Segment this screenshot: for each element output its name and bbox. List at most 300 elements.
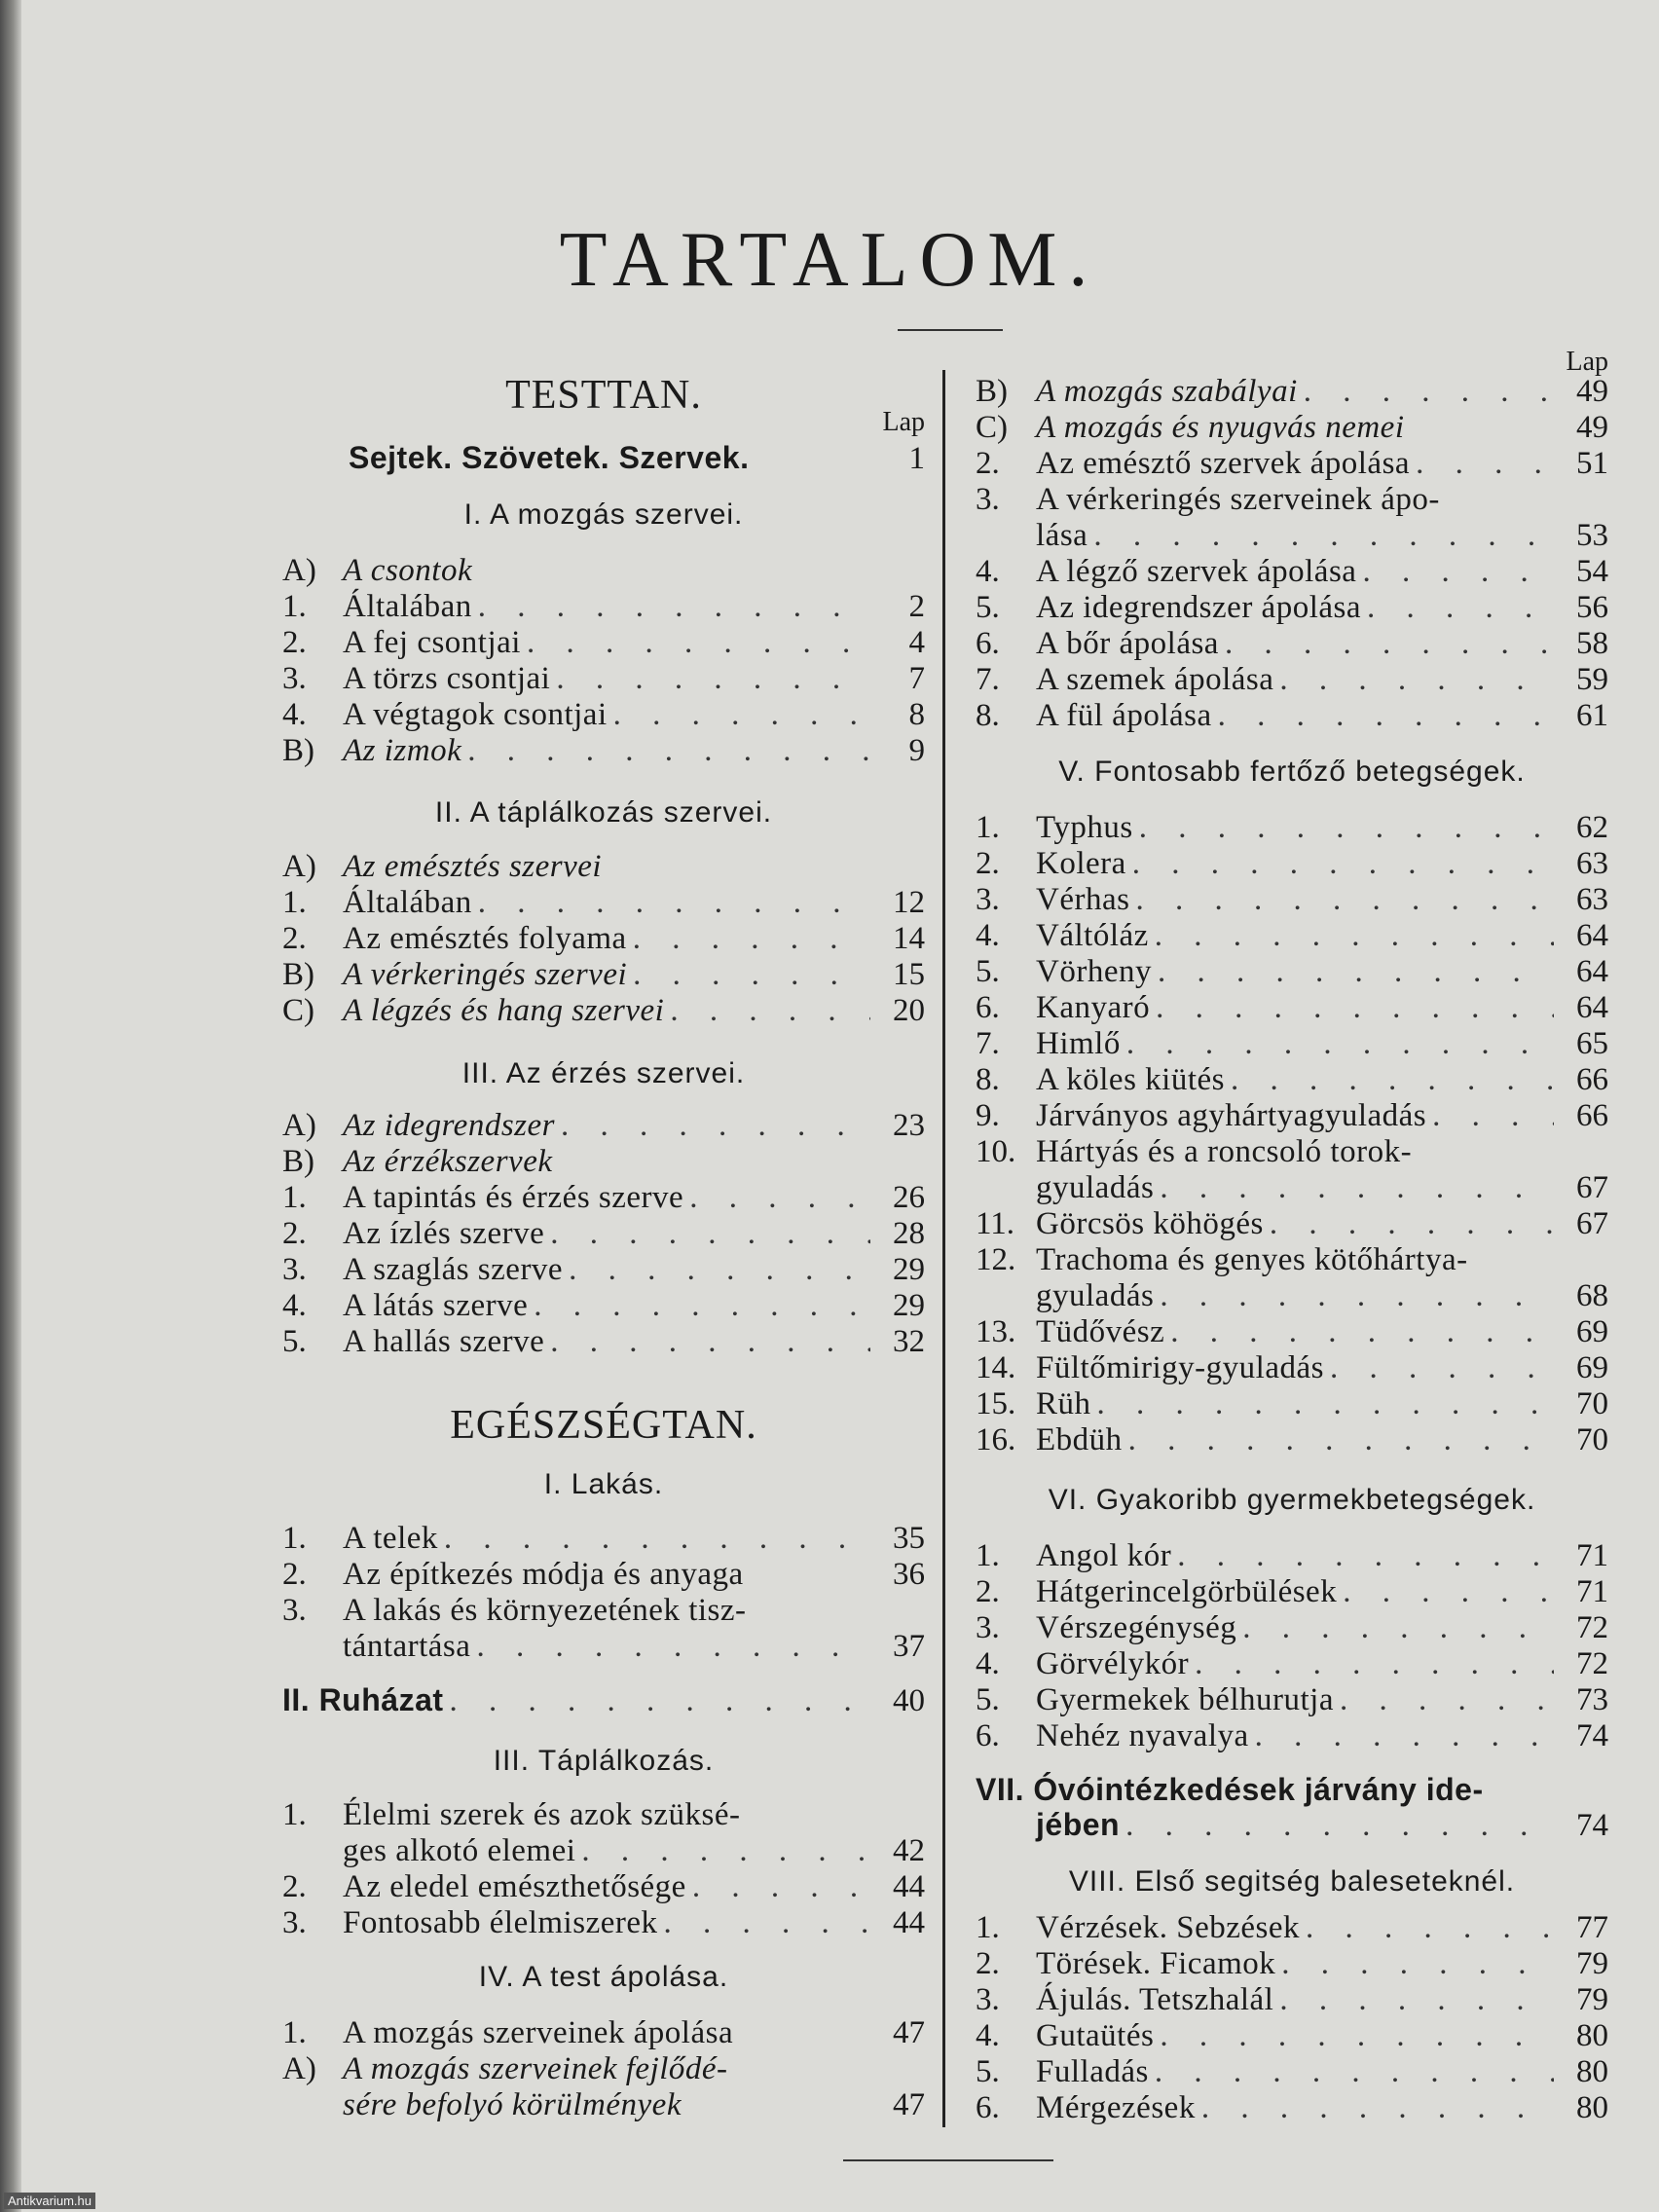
leader-dots bbox=[1195, 1646, 1554, 1681]
toc-entry-page: 79 bbox=[1576, 1982, 1608, 2017]
toc-entry-page: 63 bbox=[1576, 846, 1608, 881]
toc-entry-title: tántartása bbox=[343, 1629, 471, 1664]
toc-entry-page: 59 bbox=[1576, 662, 1608, 697]
toc-entry-page: 29 bbox=[893, 1252, 925, 1287]
toc-entry-title: A bőr ápolása bbox=[1036, 626, 1219, 661]
toc-entry-page: 8 bbox=[908, 697, 925, 732]
section-heading-taplalkozas-szervei: II. A táplálkozás szervei. bbox=[434, 796, 773, 829]
toc-entry-title: gyuladás bbox=[1036, 1278, 1155, 1313]
toc-entry-number: C) bbox=[282, 993, 314, 1028]
toc-entry bbox=[976, 2054, 1608, 2089]
toc-entry-title: Nehéz nyavalya bbox=[1036, 1718, 1249, 1753]
leader-dots bbox=[581, 1833, 870, 1868]
toc-entry-title: A látás szerve bbox=[343, 1288, 529, 1323]
section-heading-test-apolasa: IV. A test ápolása. bbox=[478, 1961, 729, 1993]
toc-entry-page: 67 bbox=[1576, 1170, 1608, 1205]
toc-entry-number: 2. bbox=[976, 1574, 1000, 1609]
toc-entry bbox=[282, 1593, 925, 1628]
toc-entry-page: 42 bbox=[893, 1833, 925, 1868]
leader-dots bbox=[1306, 1910, 1554, 1945]
toc-entry-page: 80 bbox=[1576, 2018, 1608, 2053]
toc-entry-number: 2. bbox=[976, 846, 1000, 881]
toc-entry-page: 47 bbox=[893, 2087, 925, 2122]
toc-entry-number: B) bbox=[282, 957, 314, 992]
toc-entry bbox=[282, 1905, 925, 1940]
leader-dots bbox=[561, 1108, 870, 1143]
book-spine-shadow bbox=[0, 0, 21, 2212]
toc-entry-number: 1. bbox=[282, 1180, 307, 1215]
toc-entry-title: lása bbox=[1036, 518, 1088, 553]
toc-entry bbox=[976, 810, 1608, 845]
toc-entry-ovointezkedesek-line1: VII. Óvóintézkedések járvány ide- bbox=[976, 1772, 1484, 1807]
section-heading-taplalkozas: III. Táplálkozás. bbox=[493, 1745, 715, 1777]
toc-entry-number: 5. bbox=[976, 2054, 1000, 2089]
toc-entry bbox=[976, 554, 1608, 589]
toc-entry-title: A vérkeringés szerveinek ápo- bbox=[1036, 482, 1440, 517]
toc-entry bbox=[282, 1180, 925, 1215]
toc-entry bbox=[976, 1610, 1608, 1645]
toc-entry-title: A törzs csontjai bbox=[343, 661, 551, 696]
toc-entry-title: Ebdüh bbox=[1036, 1422, 1123, 1457]
toc-entry-title: Az érzékszervek bbox=[343, 1144, 553, 1179]
toc-entry-page: 29 bbox=[893, 1288, 925, 1323]
leader-dots bbox=[1132, 846, 1554, 881]
toc-entry-number: 7. bbox=[976, 1026, 1000, 1061]
toc-entry-title: A légzés és hang szervei bbox=[343, 993, 665, 1028]
toc-entry-number: 2. bbox=[282, 1557, 307, 1592]
toc-entry-title: A mozgás és nyugvás nemei bbox=[1036, 410, 1405, 445]
leader-dots bbox=[569, 1252, 870, 1287]
page-title: TARTALOM. bbox=[559, 217, 1100, 303]
leader-dots bbox=[1135, 882, 1554, 917]
toc-entry-title: Rüh bbox=[1036, 1386, 1091, 1421]
leader-dots bbox=[1279, 662, 1554, 697]
toc-entry-title: Az emésztés szervei bbox=[343, 849, 603, 884]
toc-entry-title: A telek bbox=[343, 1521, 438, 1556]
toc-entry bbox=[976, 918, 1608, 953]
toc-entry-page: 63 bbox=[1576, 882, 1608, 917]
toc-entry-page: 49 bbox=[1576, 374, 1608, 409]
toc-entry bbox=[976, 990, 1608, 1025]
leader-dots bbox=[664, 1905, 870, 1940]
toc-entry-page: 68 bbox=[1576, 1278, 1608, 1313]
toc-entry-title: Görcsös köhögés bbox=[1036, 1206, 1264, 1241]
toc-entry-page: 47 bbox=[893, 2015, 925, 2050]
toc-entry-title: Élelmi szerek és azok szüksé- bbox=[343, 1797, 741, 1832]
toc-entry bbox=[282, 849, 925, 884]
leader-dots bbox=[692, 1869, 870, 1904]
toc-entry-title: Gutaütés bbox=[1036, 2018, 1155, 2053]
toc-entry-page: 67 bbox=[1576, 1206, 1608, 1241]
toc-entry bbox=[976, 698, 1608, 733]
toc-entry-page: 26 bbox=[893, 1180, 925, 1215]
toc-entry-page: 66 bbox=[1576, 1098, 1608, 1133]
lap-label-right: Lap bbox=[1566, 347, 1608, 377]
toc-entry-title: Az idegrendszer ápolása bbox=[1036, 590, 1362, 625]
leader-dots bbox=[1231, 1062, 1554, 1097]
toc-entry-page: 23 bbox=[893, 1108, 925, 1143]
toc-entry-title: Vörheny bbox=[1036, 954, 1152, 989]
toc-entry-number: 9. bbox=[976, 1098, 1000, 1133]
toc-entry-number: 8. bbox=[976, 698, 1000, 733]
toc-entry bbox=[282, 1869, 925, 1904]
toc-entry-number: 3. bbox=[282, 1593, 307, 1628]
toc-entry bbox=[976, 482, 1608, 517]
toc-entry-title: Az emésztő szervek ápolása bbox=[1036, 446, 1411, 481]
toc-entry bbox=[282, 2015, 925, 2050]
toc-entry-title: Himlő bbox=[1036, 1026, 1121, 1061]
toc-entry-page: 53 bbox=[1576, 518, 1608, 553]
toc-entry-page: 77 bbox=[1576, 1910, 1608, 1945]
toc-entry bbox=[282, 2087, 925, 2122]
toc-entry-page: 37 bbox=[893, 1629, 925, 1664]
toc-entry-title: A lakás és környezetének tisz- bbox=[343, 1593, 747, 1628]
toc-entry bbox=[282, 553, 925, 588]
toc-entry-number: 3. bbox=[282, 1905, 307, 1940]
toc-entry bbox=[282, 921, 925, 956]
toc-entry bbox=[976, 1538, 1608, 1573]
toc-entry-number: 1. bbox=[976, 1910, 1000, 1945]
toc-left-column bbox=[282, 0, 925, 2212]
toc-entry-title: Kolera bbox=[1036, 846, 1126, 881]
toc-entry-number: 1. bbox=[976, 810, 1000, 845]
leader-dots bbox=[1156, 990, 1554, 1025]
toc-entry-number: 3. bbox=[976, 482, 1000, 517]
leader-dots bbox=[1155, 2054, 1554, 2089]
toc-entry-title: A végtagok csontjai bbox=[343, 697, 608, 732]
toc-entry-page: 69 bbox=[1576, 1350, 1608, 1385]
toc-entry-title: A tapintás és érzés szerve bbox=[343, 1180, 684, 1215]
toc-right-column bbox=[976, 0, 1608, 2212]
toc-entry-page: 73 bbox=[1576, 1682, 1608, 1717]
leader-dots bbox=[670, 993, 870, 1028]
leader-dots bbox=[478, 589, 870, 624]
toc-entry-number: 3. bbox=[976, 1610, 1000, 1645]
section-heading-mozgas: I. A mozgás szervei. bbox=[463, 498, 744, 531]
toc-entry bbox=[976, 2090, 1608, 2125]
toc-entry-number: 14. bbox=[976, 1350, 1016, 1385]
toc-entry bbox=[976, 518, 1608, 553]
toc-entry bbox=[282, 733, 925, 768]
toc-entry-title: Fültőmirigy-gyuladás bbox=[1036, 1350, 1324, 1385]
toc-entry-number: B) bbox=[282, 1144, 314, 1179]
leader-dots bbox=[1139, 810, 1554, 845]
leader-dots bbox=[1093, 518, 1554, 553]
toc-entry-title: gyuladás bbox=[1036, 1170, 1155, 1205]
toc-entry-number: 1. bbox=[282, 1521, 307, 1556]
toc-entry-number: 2. bbox=[976, 1946, 1000, 1981]
toc-entry-number: 6. bbox=[976, 626, 1000, 661]
toc-entry-title: Törések. Ficamok bbox=[1036, 1946, 1276, 1981]
toc-entry-number: 12. bbox=[976, 1242, 1016, 1277]
leader-dots bbox=[1367, 590, 1554, 625]
toc-entry bbox=[976, 446, 1608, 481]
toc-entry-page: 65 bbox=[1576, 1026, 1608, 1061]
toc-entry-page: 64 bbox=[1576, 990, 1608, 1025]
toc-entry-title: Fontosabb élelmiszerek bbox=[343, 1905, 658, 1940]
toc-entry bbox=[976, 1062, 1608, 1097]
toc-entry-page: 56 bbox=[1576, 590, 1608, 625]
toc-entry-number: A) bbox=[282, 553, 316, 588]
toc-entry-number: 1. bbox=[282, 589, 307, 624]
toc-entry-number: 4. bbox=[282, 697, 307, 732]
toc-entry-number: C) bbox=[976, 410, 1008, 445]
toc-entry-number: 2. bbox=[282, 921, 307, 956]
toc-entry-title: A köles kiütés bbox=[1036, 1062, 1225, 1097]
toc-entry-title: Tüdővész bbox=[1036, 1314, 1165, 1349]
toc-entry-title: A csontok bbox=[343, 553, 473, 588]
toc-entry bbox=[976, 1278, 1608, 1313]
toc-entry-title: A légző szervek ápolása bbox=[1036, 554, 1357, 589]
section-heading-erzes: III. Az érzés szervei. bbox=[461, 1057, 746, 1089]
toc-entry-title: A hallás szerve bbox=[343, 1324, 545, 1359]
toc-entry bbox=[976, 590, 1608, 625]
leader-dots bbox=[1128, 1422, 1554, 1457]
toc-entry-number: 4. bbox=[976, 918, 1000, 953]
leader-dots bbox=[1160, 2018, 1554, 2053]
toc-entry-number: 11. bbox=[976, 1206, 1015, 1241]
section-heading-lakas: I. Lakás. bbox=[543, 1468, 664, 1500]
toc-entry-title: Az ízlés szerve bbox=[343, 1216, 545, 1251]
toc-entry bbox=[282, 1216, 925, 1251]
toc-entry-title: A vérkeringés szervei bbox=[343, 957, 628, 992]
toc-entry bbox=[976, 1574, 1608, 1609]
toc-entry-number: 2. bbox=[282, 1216, 307, 1251]
toc-entry-title: Az eledel emészthetősége bbox=[343, 1869, 686, 1904]
toc-entry-page: 70 bbox=[1576, 1386, 1608, 1421]
toc-entry bbox=[976, 1098, 1608, 1133]
toc-entry-title: Ájulás. Tetszhalál bbox=[1036, 1982, 1274, 2017]
column-divider bbox=[942, 370, 945, 2127]
toc-entry-number: 3. bbox=[976, 1982, 1000, 2017]
toc-entry-number: 5. bbox=[976, 1682, 1000, 1717]
toc-entry bbox=[282, 1833, 925, 1868]
lap-label-left: Lap bbox=[882, 407, 925, 437]
toc-entry-number: 4. bbox=[976, 554, 1000, 589]
toc-entry-number: 1. bbox=[282, 2015, 307, 2050]
leader-dots bbox=[1218, 698, 1554, 733]
leader-dots bbox=[478, 885, 870, 920]
toc-entry-page: 7 bbox=[908, 661, 925, 696]
toc-entry bbox=[976, 882, 1608, 917]
toc-entry-title: sére befolyó körülmények bbox=[343, 2087, 682, 2122]
leader-dots bbox=[1432, 1098, 1554, 1133]
toc-entry-title: A fül ápolása bbox=[1036, 698, 1212, 733]
toc-entry bbox=[282, 1557, 925, 1592]
section-heading-gyermekbetegsegek: VI. Gyakoribb gyermekbetegségek. bbox=[1048, 1484, 1536, 1516]
toc-entry-number: 5. bbox=[282, 1324, 307, 1359]
watermark: Antikvarium.hu bbox=[4, 2193, 95, 2209]
leader-dots bbox=[1255, 1718, 1554, 1753]
toc-entry-title: A mozgás szerveinek ápolása bbox=[343, 2015, 734, 2050]
toc-entry-number: 1. bbox=[282, 1797, 307, 1832]
toc-entry-title: Hátgerincelgörbülések bbox=[1036, 1574, 1338, 1609]
toc-entry-number: A) bbox=[282, 1108, 316, 1143]
toc-entry bbox=[976, 1422, 1608, 1457]
leader-dots bbox=[556, 661, 870, 696]
toc-entry-title: Az idegrendszer bbox=[343, 1108, 556, 1143]
toc-entry-title: Hártyás és a roncsoló torok- bbox=[1036, 1134, 1413, 1169]
toc-entry-number: 13. bbox=[976, 1314, 1016, 1349]
toc-entry-page: 69 bbox=[1576, 1314, 1608, 1349]
toc-entry-page: 54 bbox=[1576, 554, 1608, 589]
toc-entry bbox=[976, 662, 1608, 697]
toc-entry-page: 64 bbox=[1576, 918, 1608, 953]
part-heading-egeszsegtan: EGÉSZSÉGTAN. bbox=[450, 1403, 757, 1448]
toc-entry bbox=[976, 1946, 1608, 1981]
toc-entry bbox=[282, 1521, 925, 1556]
toc-entry-page: 36 bbox=[893, 1557, 925, 1592]
toc-entry-ovointezkedesek-line2: jében . . . 74 bbox=[1036, 1807, 1608, 1842]
leader-dots bbox=[1170, 1314, 1554, 1349]
leader-dots bbox=[1242, 1610, 1554, 1645]
leader-dots bbox=[1225, 626, 1554, 661]
toc-entry-title: Vérzések. Sebzések bbox=[1036, 1910, 1301, 1945]
toc-entry-number: 4. bbox=[282, 1288, 307, 1323]
leader-dots bbox=[534, 1288, 870, 1323]
toc-entry-page: 15 bbox=[893, 957, 925, 992]
toc-entry bbox=[976, 2018, 1608, 2053]
toc-entry-page: 71 bbox=[1576, 1538, 1608, 1573]
toc-entry-title: Az izmok bbox=[343, 733, 462, 768]
leader-dots bbox=[1097, 1386, 1554, 1421]
leader-dots bbox=[1155, 918, 1554, 953]
leader-dots bbox=[444, 1521, 870, 1556]
toc-entry bbox=[976, 1646, 1608, 1681]
toc-entry-title: A szaglás szerve bbox=[343, 1252, 564, 1287]
toc-entry-number: B) bbox=[282, 733, 314, 768]
toc-entry-title: A fej csontjai bbox=[343, 625, 521, 660]
toc-entry-title: Angol kór bbox=[1036, 1538, 1172, 1573]
leader-dots bbox=[1270, 1206, 1554, 1241]
toc-entry bbox=[282, 957, 925, 992]
toc-entry-number: 3. bbox=[282, 1252, 307, 1287]
toc-entry-number: A) bbox=[282, 2051, 316, 2086]
toc-entry-title: A mozgás szabályai bbox=[1036, 374, 1298, 409]
toc-entry-ruhazat: II. Ruházat . . . 40 bbox=[282, 1682, 925, 1717]
toc-entry-title: Typhus bbox=[1036, 810, 1133, 845]
leader-dots bbox=[1126, 1026, 1554, 1061]
toc-entry-number: 1. bbox=[976, 1538, 1000, 1573]
toc-entry-page: 72 bbox=[1576, 1646, 1608, 1681]
toc-entry bbox=[976, 1982, 1608, 2017]
toc-entry-page: 72 bbox=[1576, 1610, 1608, 1645]
toc-entry-title: Trachoma és genyes kötőhártya- bbox=[1036, 1242, 1468, 1277]
toc-entry-title: Váltóláz bbox=[1036, 918, 1149, 953]
toc-entry bbox=[976, 410, 1608, 445]
leader-dots bbox=[1160, 1170, 1554, 1205]
toc-entry-title: A szemek ápolása bbox=[1036, 662, 1274, 697]
leader-dots bbox=[1304, 374, 1554, 409]
toc-entry bbox=[282, 1797, 925, 1832]
toc-entry-title: Görvélykór bbox=[1036, 1646, 1190, 1681]
toc-entry-page: 2 bbox=[908, 589, 925, 624]
toc-entry-title: Vérhas bbox=[1036, 882, 1130, 917]
leader-dots bbox=[1281, 1946, 1554, 1981]
toc-entry bbox=[282, 661, 925, 696]
toc-entry-page: 64 bbox=[1576, 954, 1608, 989]
leader-dots bbox=[1362, 554, 1554, 589]
toc-entry-page: 71 bbox=[1576, 1574, 1608, 1609]
toc-entry-title: Általában bbox=[343, 589, 472, 624]
leader-dots bbox=[1330, 1350, 1554, 1385]
toc-entry-page: 12 bbox=[893, 885, 925, 920]
toc-entry bbox=[976, 1134, 1608, 1169]
toc-entry-number: 3. bbox=[976, 882, 1000, 917]
toc-entry-page: 74 bbox=[1576, 1718, 1608, 1753]
toc-entry-number: 8. bbox=[976, 1062, 1000, 1097]
toc-entry-number: 2. bbox=[282, 625, 307, 660]
toc-entry-title: Az emésztés folyama bbox=[343, 921, 627, 956]
toc-entry bbox=[976, 1314, 1608, 1349]
leader-dots bbox=[527, 625, 870, 660]
toc-entry-page: 44 bbox=[893, 1905, 925, 1940]
leader-dots bbox=[613, 697, 870, 732]
toc-entry bbox=[976, 1350, 1608, 1385]
leader-dots bbox=[633, 921, 870, 956]
toc-entry-page: 20 bbox=[893, 993, 925, 1028]
toc-entry bbox=[976, 1718, 1608, 1753]
toc-entry bbox=[976, 1910, 1608, 1945]
toc-entry-number: 3. bbox=[282, 661, 307, 696]
toc-entry bbox=[976, 1682, 1608, 1717]
toc-entry-number: 15. bbox=[976, 1386, 1016, 1421]
toc-entry-page: 49 bbox=[1576, 410, 1608, 445]
toc-entry bbox=[976, 1206, 1608, 1241]
toc-entry-page: 61 bbox=[1576, 698, 1608, 733]
section-heading-fertozo: V. Fontosabb fertőző betegségek. bbox=[1058, 756, 1526, 788]
toc-entry-page: 58 bbox=[1576, 626, 1608, 661]
toc-entry-title: Fulladás bbox=[1036, 2054, 1149, 2089]
toc-entry-number: 5. bbox=[976, 954, 1000, 989]
toc-entry bbox=[282, 993, 925, 1028]
leader-dots bbox=[1416, 446, 1554, 481]
toc-entry-number: 2. bbox=[282, 1869, 307, 1904]
toc-entry-page: 28 bbox=[893, 1216, 925, 1251]
leader-dots bbox=[1158, 954, 1554, 989]
toc-entry-number: B) bbox=[976, 374, 1008, 409]
toc-entry-number: 6. bbox=[976, 2090, 1000, 2125]
toc-entry bbox=[282, 1324, 925, 1359]
toc-entry-number: 10. bbox=[976, 1134, 1016, 1169]
leader-dots bbox=[1343, 1574, 1554, 1609]
toc-entry bbox=[282, 1252, 925, 1287]
toc-entry-page: 80 bbox=[1576, 2054, 1608, 2089]
toc-entry-number: 7. bbox=[976, 662, 1000, 697]
toc-entry-page: 35 bbox=[893, 1521, 925, 1556]
leader-dots bbox=[550, 1324, 870, 1359]
toc-entry-page: 66 bbox=[1576, 1062, 1608, 1097]
toc-entry-number: 1. bbox=[282, 885, 307, 920]
toc-entry-page: 14 bbox=[893, 921, 925, 956]
leader-dots bbox=[550, 1216, 870, 1251]
leader-dots bbox=[1177, 1538, 1554, 1573]
toc-entry-page: 62 bbox=[1576, 810, 1608, 845]
leader-dots bbox=[1340, 1682, 1554, 1717]
toc-entry bbox=[976, 374, 1608, 409]
toc-entry bbox=[282, 885, 925, 920]
toc-entry-page: 70 bbox=[1576, 1422, 1608, 1457]
toc-entry-page: 32 bbox=[893, 1324, 925, 1359]
toc-entry-number: 6. bbox=[976, 990, 1000, 1025]
toc-entry bbox=[282, 1144, 925, 1179]
toc-entry bbox=[282, 1108, 925, 1143]
toc-entry bbox=[976, 1242, 1608, 1277]
toc-entry-page: 80 bbox=[1576, 2090, 1608, 2125]
toc-entry-number: 4. bbox=[976, 2018, 1000, 2053]
toc-entry-number: 2. bbox=[976, 446, 1000, 481]
part-heading-testtan: TESTTAN. bbox=[505, 373, 702, 418]
